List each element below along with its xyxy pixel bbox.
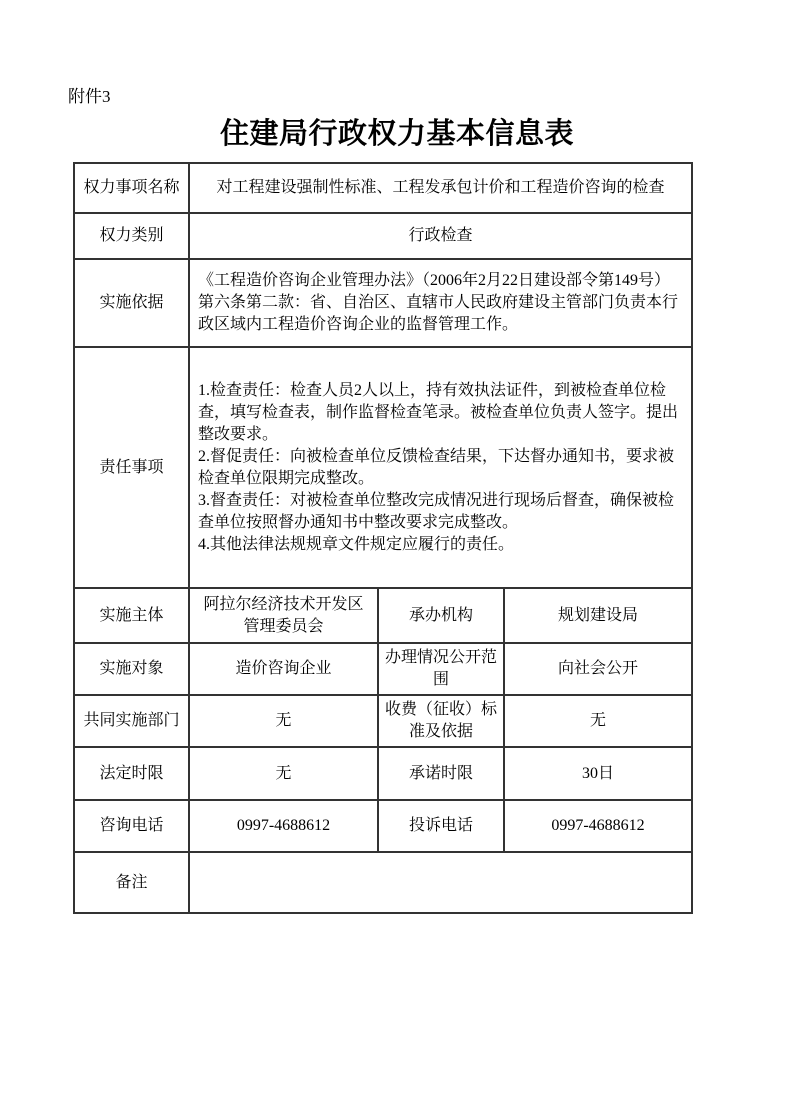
- row-label-cell: 责任事项: [74, 347, 189, 588]
- row-label-cell: 实施依据: [74, 259, 189, 347]
- row-value-cell: 无: [189, 747, 378, 800]
- page-title: 住建局行政权力基本信息表: [219, 118, 574, 150]
- row-value-cell: [189, 852, 692, 913]
- attachment-label: 附件3: [68, 87, 111, 106]
- table-row-statutory-time-limit: [74, 747, 692, 800]
- row-value-cell: 行政检查: [189, 213, 692, 259]
- row-label-cell: 实施主体: [74, 588, 189, 643]
- row-label2-cell: 承办机构: [378, 588, 504, 643]
- table-row-power-category: [74, 213, 692, 259]
- row-value2-cell: 无: [504, 695, 692, 747]
- row-value-cell: 造价咨询企业: [189, 643, 378, 695]
- row-value2-cell: 0997-4688612: [504, 800, 692, 852]
- row-value2-cell: 向社会公开: [504, 643, 692, 695]
- info-table: [73, 162, 693, 914]
- row-label-cell: 备注: [74, 852, 189, 913]
- row-label-cell: 共同实施部门: [74, 695, 189, 747]
- row-value-cell: 0997-4688612: [189, 800, 378, 852]
- table-row-implementing-body: [74, 588, 692, 643]
- row-value-cell: 对工程建设强制性标准、工程发承包计价和工程造价咨询的检查: [189, 163, 692, 213]
- row-value2-cell: 30日: [504, 747, 692, 800]
- row-value-cell: 《工程造价咨询企业管理办法》（2006年2月22日建设部令第149号）第六条第二款：省、自治区、直辖市人民政府建设主管部门负责本行政区域内工程造价咨询企业的监督管理工作。: [189, 259, 692, 347]
- table-row-remarks: [74, 852, 692, 913]
- row-label2-cell: 承诺时限: [378, 747, 504, 800]
- responsibility-line: 3.督查责任：对被检查单位整改完成情况进行现场后督查，确保被检查单位按照督办通知书中整改要求完成整改。: [198, 491, 675, 531]
- responsibility-line: 2.督促责任：向被检查单位反馈检查结果，下达督办通知书，要求被检查单位限期完成整改。: [198, 447, 675, 487]
- table-row-joint-departments: [74, 695, 692, 747]
- row-label2-cell: 收费（征收）标准及依据: [378, 695, 504, 747]
- row-label2-cell: 办理情况公开范围: [378, 643, 504, 695]
- table-row-power-item-name: [74, 163, 692, 213]
- row-label-cell: 权力类别: [74, 213, 189, 259]
- table-row-responsibility-items: [74, 347, 692, 588]
- row-label-cell: 法定时限: [74, 747, 189, 800]
- row-value-cell: 阿拉尔经济技术开发区管理委员会: [189, 588, 378, 643]
- row-value-cell: [189, 347, 692, 588]
- row-label-cell: 实施对象: [74, 643, 189, 695]
- row-label2-cell: 投诉电话: [378, 800, 504, 852]
- row-label-cell: 咨询电话: [74, 800, 189, 852]
- responsibility-line: 4.其他法律法规规章文件规定应履行的责任。: [198, 535, 515, 553]
- row-value2-cell: 规划建设局: [504, 588, 692, 643]
- table-row-implementation-basis: [74, 259, 692, 347]
- table-row-phone-numbers: [74, 800, 692, 852]
- table-row-implementation-target: [74, 643, 692, 695]
- row-label-cell: 权力事项名称: [74, 163, 189, 213]
- responsibility-line: 1.检查责任：检查人员2人以上，持有效执法证件，到被检查单位检查，填写检查表，制作监督检查笔录。被检查单位负责人签字。提出整改要求。: [198, 381, 679, 443]
- row-value-cell: 无: [189, 695, 378, 747]
